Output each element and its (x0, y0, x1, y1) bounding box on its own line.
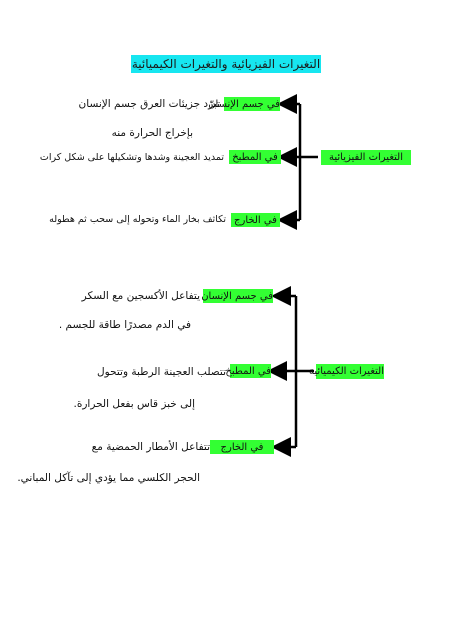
text-chemical-human-body-line2: في الدم مصدرًا طاقة للجسم . (58, 319, 191, 331)
chemical-connectors (272, 296, 314, 447)
text-physical-human-body-line1: تبرّد جزيئات العرق جسم الإنسان (78, 98, 220, 110)
label-chemical-outside: في الخارج (210, 440, 274, 454)
text-chemical-kitchen-line1: تتصلب العجينة الرطبة وتتحول (97, 366, 226, 378)
label-physical-human-body: في جسم الإنسان (208, 99, 280, 110)
label-chemical-human-body: في جسم الإنسان (201, 291, 273, 302)
label-chemical-kitchen: في المطبخ (225, 366, 271, 377)
category-physical: التغيرات الفيزيائية (321, 150, 411, 165)
text-physical-human-body-line2: بإخراج الحرارة منه (111, 127, 193, 139)
label-physical-kitchen: في المطبخ (229, 150, 281, 164)
text-chemical-human-body-line1: يتفاعل الأكسجين مع السكر (81, 290, 200, 302)
page-title: التغيرات الفيزيائية والتغيرات الكيميائية (131, 57, 321, 71)
label-physical-outside: في الخارج (231, 213, 280, 227)
text-physical-kitchen-line1: تمديد العجينة وشدها وتشكيلها على شكل كرات (39, 152, 224, 163)
text-chemical-kitchen-line2: إلى خبز قاس بفعل الحرارة. (73, 398, 195, 410)
category-chemical: التغيرات الكيميائية (309, 366, 384, 377)
text-physical-outside-line1: تكاثف بخار الماء وتحوله إلى سحب ثم هطوله (49, 214, 226, 225)
text-chemical-outside-line2: الحجر الكلسي مما يؤدي إلى تآكل المباني. (17, 472, 200, 484)
text-chemical-outside-line1: تتفاعل الأمطار الحمضية مع (91, 441, 210, 453)
physical-connectors (282, 104, 318, 220)
